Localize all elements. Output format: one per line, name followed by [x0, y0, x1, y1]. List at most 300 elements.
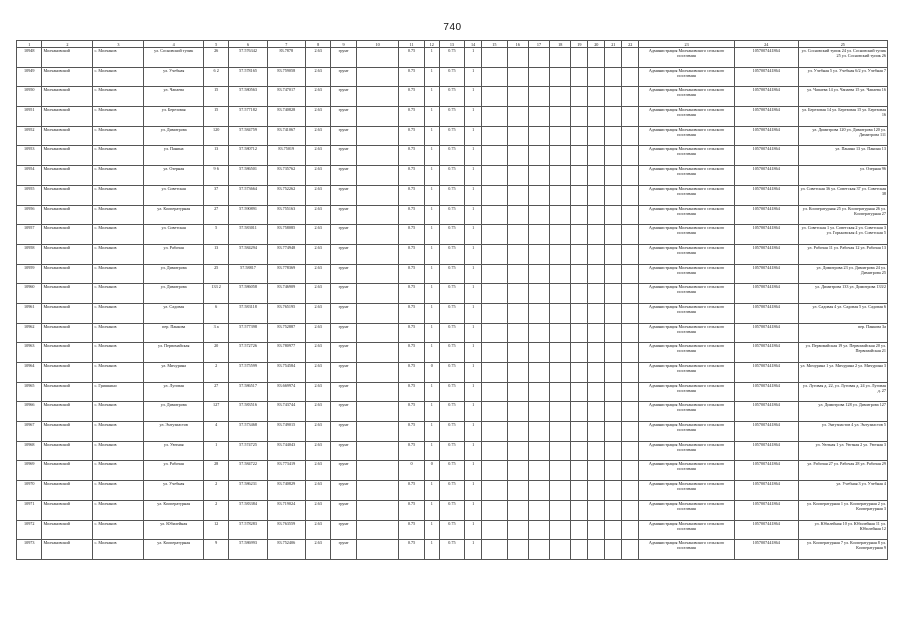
cell-district: Молчановский — [42, 205, 93, 225]
cell-owner: Администрация Молчановского сельского поселения — [639, 323, 735, 343]
cell-empty — [622, 87, 639, 107]
cell-col11: 0.75 — [399, 126, 424, 146]
cell-col12: 1 — [424, 48, 439, 68]
cell-area: 2.63 — [305, 107, 330, 127]
cell-area: 2.63 — [305, 244, 330, 264]
cell-latitude: 57.577398 — [229, 323, 267, 343]
column-number-9: 9 — [331, 41, 356, 48]
cell-sites: ул. Чапаева 14 ул. Чапаева 15 ул. Чапаева 16 — [798, 87, 887, 107]
cell-empty — [356, 520, 398, 540]
cell-settlement: с. Молчанов — [93, 284, 144, 304]
cell-empty — [622, 48, 639, 68]
cell-col11: 0.75 — [399, 441, 424, 461]
cell-col12: 1 — [424, 244, 439, 264]
cell-district: Молчановский — [42, 500, 93, 520]
cell-empty — [528, 264, 549, 284]
cell-empty — [622, 225, 639, 245]
cell-col14: 1 — [465, 185, 482, 205]
cell-settlement: с. Молчанов — [93, 461, 144, 481]
cell-district: Молчановский — [42, 67, 93, 87]
cell-owner: Администрация Молчановского сельского поселения — [639, 244, 735, 264]
cell-empty — [571, 382, 588, 402]
cell-id: 10968 — [17, 441, 42, 461]
cell-street: ул. Рабочая — [144, 244, 203, 264]
cell-longitude: 83.735762 — [267, 166, 305, 186]
cell-col12: 1 — [424, 67, 439, 87]
cell-empty — [507, 126, 528, 146]
cell-latitude: 57.574725 — [229, 441, 267, 461]
cell-house: 20 — [203, 343, 228, 363]
cell-empty — [528, 284, 549, 304]
cell-street: ул. Первомайская — [144, 343, 203, 363]
cell-area: 2.63 — [305, 67, 330, 87]
cell-col13: 0.75 — [439, 422, 464, 442]
cell-col12: 1 — [424, 166, 439, 186]
cell-col14: 1 — [465, 402, 482, 422]
cell-id: 10956 — [17, 205, 42, 225]
cell-col12: 1 — [424, 382, 439, 402]
cell-empty — [605, 520, 622, 540]
cell-sites: ул. Рабочая 11 ул. Рабочая 12 ул. Рабочая 13 — [798, 244, 887, 264]
cell-house: 37 — [203, 185, 228, 205]
cell-empty — [356, 87, 398, 107]
cell-col13: 0.75 — [439, 185, 464, 205]
cell-empty — [571, 402, 588, 422]
cell-empty — [482, 166, 507, 186]
cell-empty — [550, 107, 571, 127]
column-number-18: 18 — [550, 41, 571, 48]
cell-area: 2.63 — [305, 323, 330, 343]
cell-empty — [605, 343, 622, 363]
cell-empty — [605, 205, 622, 225]
cell-owner: Администрация Молчановского сельского поселения — [639, 48, 735, 68]
cell-surface: грунт — [331, 520, 356, 540]
cell-col12: 1 — [424, 264, 439, 284]
cell-col12: 1 — [424, 107, 439, 127]
cell-col13: 0.75 — [439, 540, 464, 560]
table-row — [17, 225, 888, 245]
cell-street: ул. Советская — [144, 225, 203, 245]
column-number-3: 3 — [93, 41, 144, 48]
cell-empty — [482, 520, 507, 540]
cell-settlement: с. Молчанов — [93, 481, 144, 501]
cell-street: ул. Учебная — [144, 67, 203, 87]
cell-empty — [605, 461, 622, 481]
cell-empty — [528, 363, 549, 383]
cell-empty — [482, 244, 507, 264]
cell-col13: 0.75 — [439, 402, 464, 422]
cell-district: Молчановский — [42, 303, 93, 323]
cell-empty — [482, 205, 507, 225]
cell-empty — [528, 185, 549, 205]
cell-empty — [588, 48, 605, 68]
cell-empty — [605, 500, 622, 520]
cell-settlement: с. Молчанов — [93, 244, 144, 264]
cell-area: 2.63 — [305, 363, 330, 383]
cell-empty — [528, 540, 549, 560]
cell-col14: 1 — [465, 481, 482, 501]
cell-col11: 0.75 — [399, 225, 424, 245]
cell-empty — [571, 343, 588, 363]
cell-house: 120 — [203, 126, 228, 146]
cell-house: 28 — [203, 461, 228, 481]
cell-empty — [588, 540, 605, 560]
cell-empty — [356, 441, 398, 461]
cell-empty — [356, 363, 398, 383]
cell-surface: грунт — [331, 185, 356, 205]
cell-empty — [507, 244, 528, 264]
cell-empty — [588, 67, 605, 87]
cell-house: 6 — [203, 303, 228, 323]
cell-empty — [550, 166, 571, 186]
cell-empty — [622, 205, 639, 225]
cell-area: 2.63 — [305, 264, 330, 284]
cell-empty — [482, 363, 507, 383]
cell-empty — [507, 500, 528, 520]
cell-empty — [507, 422, 528, 442]
column-number-7: 7 — [267, 41, 305, 48]
cell-empty — [356, 500, 398, 520]
cell-empty — [588, 185, 605, 205]
cell-latitude: 57.586993 — [229, 540, 267, 560]
cell-empty — [482, 284, 507, 304]
cell-street: ул. Учебная — [144, 481, 203, 501]
table-row — [17, 343, 888, 363]
cell-latitude: 57.573664 — [229, 185, 267, 205]
cell-empty — [528, 67, 549, 87]
cell-id: 10969 — [17, 461, 42, 481]
cell-empty — [550, 500, 571, 520]
cell-empty — [571, 500, 588, 520]
cell-empty — [571, 520, 588, 540]
cell-latitude: 57.583384 — [229, 500, 267, 520]
cell-street: ул. Коопературная — [144, 500, 203, 520]
cell-latitude: 57.573468 — [229, 422, 267, 442]
cell-house: 2 — [203, 500, 228, 520]
cell-empty — [550, 402, 571, 422]
cell-empty — [356, 422, 398, 442]
cell-latitude: 57.586517 — [229, 382, 267, 402]
cell-col12: 1 — [424, 146, 439, 166]
cell-empty — [550, 244, 571, 264]
cell-sites: ул. Первомайская 19 ул. Первомайская 20 ул. Первомайская 21 — [798, 343, 887, 363]
cell-col14: 1 — [465, 67, 482, 87]
cell-longitude: 83.719024 — [267, 500, 305, 520]
cell-col13: 0.75 — [439, 382, 464, 402]
cell-empty — [571, 323, 588, 343]
cell-ogrn: 1057007441864 — [734, 422, 798, 442]
table-row — [17, 481, 888, 501]
cell-street: ул. Димитрова — [144, 402, 203, 422]
cell-owner: Администрация Молчановского сельского поселения — [639, 303, 735, 323]
cell-surface: грунт — [331, 441, 356, 461]
cell-empty — [571, 166, 588, 186]
table-body — [17, 48, 888, 560]
cell-sites: ул. Луговая д. 22, ул. Луговая д. 24 ул. Луговая д. 27 — [798, 382, 887, 402]
cell-empty — [571, 461, 588, 481]
cell-empty — [528, 520, 549, 540]
cell-empty — [622, 244, 639, 264]
cell-street: ул. Энтузиастов — [144, 422, 203, 442]
cell-latitude: 57.578283 — [229, 520, 267, 540]
cell-empty — [605, 303, 622, 323]
cell-longitude: 83.740829 — [267, 481, 305, 501]
cell-settlement: с. Молчанов — [93, 225, 144, 245]
cell-surface: грунт — [331, 343, 356, 363]
cell-district: Молчановский — [42, 225, 93, 245]
cell-empty — [622, 323, 639, 343]
cell-street: ул. Панина — [144, 146, 203, 166]
cell-col14: 1 — [465, 500, 482, 520]
cell-street: ул. Коопературная — [144, 205, 203, 225]
cell-district: Молчановский — [42, 126, 93, 146]
column-number-6: 6 — [229, 41, 267, 48]
cell-house: 26 — [203, 48, 228, 68]
cell-col14: 1 — [465, 48, 482, 68]
cell-ogrn: 1057007441864 — [734, 205, 798, 225]
cell-col14: 1 — [465, 244, 482, 264]
cell-district: Молчановский — [42, 540, 93, 560]
cell-longitude: 83.752262 — [267, 185, 305, 205]
cell-id: 10949 — [17, 67, 42, 87]
cell-district: Молчановский — [42, 166, 93, 186]
cell-empty — [356, 244, 398, 264]
cell-longitude: 83.759058 — [267, 67, 305, 87]
cell-owner: Администрация Молчановского сельского поселения — [639, 225, 735, 245]
cell-settlement: с. Молчанов — [93, 422, 144, 442]
cell-latitude: 57.575599 — [229, 363, 267, 383]
cell-col14: 1 — [465, 461, 482, 481]
cell-settlement: с. Молчанов — [93, 205, 144, 225]
cell-empty — [550, 284, 571, 304]
cell-street: ул. Димитрова — [144, 284, 203, 304]
cell-street: ул. Юбилейная — [144, 520, 203, 540]
cell-empty — [588, 205, 605, 225]
cell-empty — [622, 402, 639, 422]
cell-empty — [588, 87, 605, 107]
cell-empty — [507, 284, 528, 304]
cell-district: Молчановский — [42, 284, 93, 304]
cell-house: 5 — [203, 225, 228, 245]
column-number-25: 25 — [798, 41, 887, 48]
cell-empty — [528, 402, 549, 422]
cell-surface: грунт — [331, 146, 356, 166]
cell-longitude: 83.749015 — [267, 422, 305, 442]
cell-settlement: с. Молчанов — [93, 146, 144, 166]
cell-empty — [356, 402, 398, 422]
cell-empty — [571, 363, 588, 383]
cell-empty — [507, 343, 528, 363]
cell-empty — [588, 225, 605, 245]
cell-latitude: 57.576342 — [229, 48, 267, 68]
cell-col13: 0.75 — [439, 67, 464, 87]
cell-empty — [588, 363, 605, 383]
cell-district: Молчановский — [42, 323, 93, 343]
cell-surface: грунт — [331, 48, 356, 68]
cell-col14: 1 — [465, 126, 482, 146]
cell-col12: 1 — [424, 205, 439, 225]
cell-area: 2.63 — [305, 540, 330, 560]
cell-col13: 0.75 — [439, 284, 464, 304]
cell-sites: ул. Димитрова 23 ул. Димитрова 24 ул. Димитрова 25 — [798, 264, 887, 284]
cell-settlement: с. Молчанов — [93, 500, 144, 520]
cell-ogrn: 1057007441864 — [734, 185, 798, 205]
cell-district: Молчановский — [42, 461, 93, 481]
cell-owner: Администрация Молчановского сельского поселения — [639, 284, 735, 304]
cell-empty — [622, 461, 639, 481]
cell-empty — [550, 441, 571, 461]
cell-id: 10970 — [17, 481, 42, 501]
cell-empty — [605, 107, 622, 127]
cell-settlement: с. Молчанов — [93, 87, 144, 107]
column-number-22: 22 — [622, 41, 639, 48]
cell-ogrn: 1057007441864 — [734, 540, 798, 560]
cell-sites: ул. Юбилейная 10 ул. Юбилейная 11 ул. Юбилейная 12 — [798, 520, 887, 540]
cell-col14: 1 — [465, 343, 482, 363]
table-row — [17, 48, 888, 68]
cell-col13: 0.75 — [439, 126, 464, 146]
cell-empty — [588, 166, 605, 186]
cell-empty — [588, 303, 605, 323]
cell-sites: ул. Коопературная 25 ул. Коопературная 26 ул. Коопературная 27 — [798, 205, 887, 225]
cell-ogrn: 1057007441864 — [734, 461, 798, 481]
cell-empty — [482, 264, 507, 284]
cell-col14: 1 — [465, 87, 482, 107]
cell-empty — [588, 244, 605, 264]
cell-surface: грунт — [331, 284, 356, 304]
cell-surface: грунт — [331, 225, 356, 245]
cell-col11: 0.75 — [399, 520, 424, 540]
cell-col11: 0.75 — [399, 422, 424, 442]
cell-latitude: 57.578165 — [229, 67, 267, 87]
cell-empty — [356, 126, 398, 146]
cell-col11: 0.75 — [399, 48, 424, 68]
cell-empty — [605, 185, 622, 205]
cell-longitude: 83.7878 — [267, 48, 305, 68]
cell-empty — [482, 500, 507, 520]
cell-settlement: с. Молчанов — [93, 166, 144, 186]
cell-area: 2.63 — [305, 382, 330, 402]
cell-empty — [622, 107, 639, 127]
cell-street: ул. Димитрова — [144, 126, 203, 146]
cell-col12: 1 — [424, 481, 439, 501]
cell-empty — [507, 382, 528, 402]
table-row — [17, 87, 888, 107]
cell-sites: ул. Учебная 5 ул. Учебная 6/2 ул. Учебная 7 — [798, 67, 887, 87]
cell-empty — [482, 343, 507, 363]
cell-street: ул. Коопературная — [144, 540, 203, 560]
cell-house: 25 — [203, 264, 228, 284]
column-number-row — [17, 41, 888, 48]
cell-id: 10950 — [17, 87, 42, 107]
cell-empty — [550, 48, 571, 68]
cell-col12: 1 — [424, 343, 439, 363]
table-row — [17, 244, 888, 264]
cell-house: 27 — [203, 382, 228, 402]
cell-ogrn: 1057007441864 — [734, 402, 798, 422]
cell-empty — [507, 481, 528, 501]
cell-empty — [550, 461, 571, 481]
cell-empty — [482, 461, 507, 481]
cell-col14: 1 — [465, 205, 482, 225]
cell-empty — [507, 441, 528, 461]
cell-empty — [356, 481, 398, 501]
cell-col12: 0 — [424, 363, 439, 383]
cell-empty — [528, 422, 549, 442]
cell-empty — [356, 67, 398, 87]
cell-col12: 1 — [424, 500, 439, 520]
cell-col11: 0.75 — [399, 166, 424, 186]
cell-empty — [550, 343, 571, 363]
cell-id: 10965 — [17, 382, 42, 402]
cell-empty — [605, 422, 622, 442]
cell-street: ул. Рабочая — [144, 461, 203, 481]
cell-empty — [571, 146, 588, 166]
cell-surface: грунт — [331, 461, 356, 481]
cell-owner: Администрация Молчановского сельского поселения — [639, 107, 735, 127]
cell-latitude: 57.577182 — [229, 107, 267, 127]
cell-empty — [528, 382, 549, 402]
cell-area: 2.63 — [305, 185, 330, 205]
cell-longitude: 83.669974 — [267, 382, 305, 402]
cell-ogrn: 1057007441864 — [734, 520, 798, 540]
cell-sites: ул. Озерная 96 — [798, 166, 887, 186]
cell-ogrn: 1057007441864 — [734, 500, 798, 520]
cell-col13: 0.75 — [439, 520, 464, 540]
cell-longitude: 83.755163 — [267, 205, 305, 225]
cell-empty — [356, 284, 398, 304]
cell-empty — [622, 67, 639, 87]
cell-surface: грунт — [331, 500, 356, 520]
cell-empty — [571, 284, 588, 304]
table-row — [17, 264, 888, 284]
cell-col11: 0.75 — [399, 540, 424, 560]
cell-area: 2.63 — [305, 205, 330, 225]
cell-district: Молчановский — [42, 343, 93, 363]
cell-longitude: 83.744043 — [267, 441, 305, 461]
cell-owner: Администрация Молчановского сельского поселения — [639, 87, 735, 107]
cell-col13: 0.75 — [439, 323, 464, 343]
cell-area: 2.63 — [305, 481, 330, 501]
cell-id: 10962 — [17, 323, 42, 343]
cell-id: 10955 — [17, 185, 42, 205]
cell-empty — [507, 323, 528, 343]
cell-col11: 0.75 — [399, 146, 424, 166]
cell-empty — [550, 185, 571, 205]
cell-latitude: 57.584759 — [229, 126, 267, 146]
cell-ogrn: 1057007441864 — [734, 87, 798, 107]
cell-col11: 0.75 — [399, 363, 424, 383]
page-number: 740 — [443, 22, 462, 33]
cell-house: 127 — [203, 402, 228, 422]
cell-empty — [622, 126, 639, 146]
cell-house: 1 — [203, 441, 228, 461]
cell-latitude: 57.586058 — [229, 284, 267, 304]
cell-empty — [622, 284, 639, 304]
cell-owner: Администрация Молчановского сельского поселения — [639, 343, 735, 363]
cell-area: 2.63 — [305, 343, 330, 363]
cell-col12: 1 — [424, 402, 439, 422]
cell-settlement: с. Молчанов — [93, 363, 144, 383]
table-row — [17, 303, 888, 323]
cell-empty — [571, 303, 588, 323]
cell-empty — [550, 146, 571, 166]
cell-col13: 0.75 — [439, 441, 464, 461]
cell-empty — [482, 422, 507, 442]
cell-latitude: 57.590891 — [229, 205, 267, 225]
cell-col14: 1 — [465, 382, 482, 402]
cell-district: Молчановский — [42, 244, 93, 264]
